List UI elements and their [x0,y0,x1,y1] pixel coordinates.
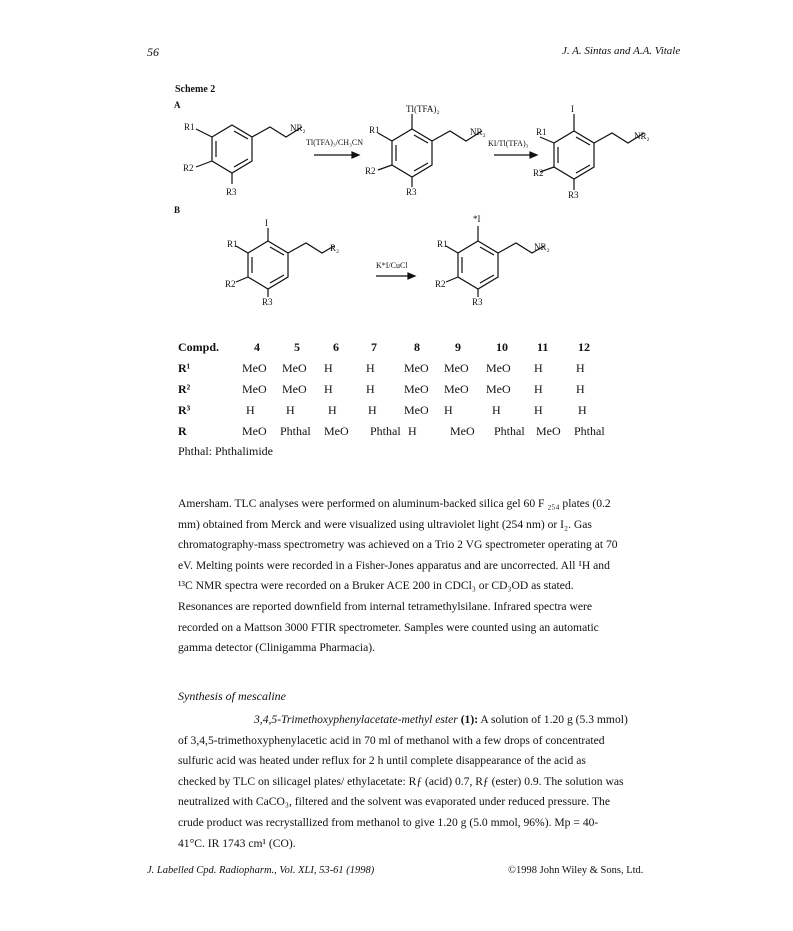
paragraph-line: Resonances are reported downfield from internal tetramethylsilane. Infrared spectra were [178,599,592,613]
compound-number: (1): [457,713,479,726]
table-header-cell: 5 [294,340,300,354]
table-header-cell: 12 [578,340,590,354]
mol-b2-nr2: NR₂ [534,242,550,252]
table-cell: MeO [536,424,561,438]
scheme-title: Scheme 2 [175,84,216,95]
copyright-notice: ©1998 John Wiley & Sons, Ltd. [508,865,644,876]
table-cell: H [444,403,453,417]
table-cell: MeO [444,361,469,375]
table-cell: H [492,403,501,417]
running-head: J. A. Sintas and A.A. Vitale [562,45,681,57]
methods-paragraph [178,494,658,659]
table-cell: H [534,382,543,396]
paragraph-line: checked by TLC on silicagel plates/ ethylacetate: Rƒ (acid) 0.7, Rƒ (ester) 0.9. The solution was [178,774,624,788]
table-row-label: R¹ [178,361,191,375]
molecule-b2 [446,226,544,297]
mol-b2-r2: R2 [435,279,446,289]
table-header-cell: 6 [333,340,339,354]
reagent-tl-tfa: Tl(TFA)₃/CH₃CN [306,138,363,147]
mol-b1-iodine: I [265,218,268,228]
table-cell: H [534,403,543,417]
table-header-cell: 11 [537,340,549,354]
table-cell: H [408,424,417,438]
mol-b2-r1: R1 [437,239,448,249]
table-cell: H [324,382,333,396]
table-cell: H [366,361,375,375]
paragraph-line: neutralized with CaCO₃, filtered and the solvent was evaporated under reduced pressure. The [178,795,610,809]
synthesis-paragraph [178,710,658,854]
table-row-label: R³ [178,403,191,417]
paragraph-line: mm) obtained from Merck and were visualized using ultraviolet light (254 nm) or I₂. Gas [178,517,592,531]
paragraph-line: chromatography-mass spectrometry was achieved on a Trio 2 VG spectrometer operating at 70 [178,538,618,552]
table-cell: H [328,403,337,417]
reaction-scheme [0,0,793,320]
table-cell: Phthal [370,424,401,438]
mol-a3-r3: R3 [568,190,579,200]
paragraph-line: sulfuric acid was heated under reflux for 2 h until complete disappearance of the acid as [178,754,586,768]
section-heading: Synthesis of mescaline [178,689,286,703]
table-cell: MeO [324,424,349,438]
mol-a3-nr2: NR₂ [634,131,650,141]
table-header-cell: 7 [371,340,377,354]
compound-name: 3,4,5-Trimethoxyphenylacetate-methyl ester [254,713,458,726]
table-header-cell: 8 [414,340,420,354]
table-cell: Phthal [574,424,605,438]
table-cell: MeO [404,361,429,375]
table-cell: H [578,403,587,417]
table-cell: Phthal [280,424,311,438]
molecule-a2 [378,114,482,187]
table-cell: MeO [450,424,475,438]
paragraph-line: recorded on a Mattson 3000 FTIR spectrometer. Samples were counted using an automatic [178,620,599,634]
paragraph-line: of 3,4,5-trimethoxyphenylacetic acid in 70 ml of methanol with a few drops of concentrated [178,733,605,747]
mol-b1-r1: R1 [227,239,238,249]
table-header-cell: 4 [254,340,260,354]
paragraph-line: crude product was recrystallized from methanol to give 1.20 g (5.0 mmol, 96%). Mp = 40- [178,815,599,829]
paragraph-line: ¹³C NMR spectra were recorded on a Bruker ACE 200 in CDCl₃ or CD₃OD as stated. [178,579,574,593]
table-row-label: R [178,424,187,438]
mol-a2-tl: Tl(TFA)₂ [406,104,440,114]
mol-a2-nr2: NR₂ [470,127,486,137]
molecule-a1 [196,125,302,184]
journal-citation: J. Labelled Cpd. Radiopharm., Vol. XLI, 53-61 (1998) [147,865,375,876]
table-cell: MeO [242,382,267,396]
reagent-ki-cucl: K*I/CuCl [376,261,408,270]
mol-a2-r2: R2 [365,166,376,176]
table-cell: MeO [242,424,267,438]
table-cell: H [366,382,375,396]
mol-b1-r: R₂ [330,243,340,253]
mol-a1-nr2: NR₂ [290,123,306,133]
scheme-label-b: B [174,205,181,215]
mol-a2-r1: R1 [369,125,380,135]
table-cell: Phthal [494,424,525,438]
mol-a2-r3: R3 [406,187,417,197]
table-cell: H [534,361,543,375]
paragraph-line: Amersham. TLC analyses were performed on aluminum-backed silica gel 60 F ₂₅₄ plates (0.2 [178,497,611,510]
paragraph-line-rest: A solution of 1.20 g (5.3 mmol) [478,713,628,726]
molecule-a3 [540,114,644,190]
page-number: 56 [147,45,159,59]
paragraph-first-line [178,710,658,731]
mol-a1-r2: R2 [183,163,194,173]
table-cell: MeO [444,382,469,396]
mol-a3-r2: R2 [533,168,544,178]
mol-b2-iodine-labeled: *I [473,214,481,224]
mol-a1-r3: R3 [226,187,237,197]
table-header-cell: 10 [496,340,508,354]
mol-b1-r2: R2 [225,279,236,289]
table-cell: MeO [486,361,511,375]
table-cell: H [324,361,333,375]
molecule-b1 [236,228,334,297]
reagent-ki-tl: KI/Tl(TFA)₃ [488,139,529,148]
paragraph-line: gamma detector (Clinigamma Pharmacia). [178,641,376,655]
scheme-label-a: A [174,100,181,110]
paragraph-line: 41°C. IR 1743 cm¹ (CO). [178,836,296,850]
table-cell: H [576,382,585,396]
table-cell: MeO [404,403,429,417]
table-cell: H [286,403,295,417]
table-cell: H [246,403,255,417]
table-cell: MeO [242,361,267,375]
mol-a1-r1: R1 [184,122,195,132]
table-cell: MeO [404,382,429,396]
table-cell: H [368,403,377,417]
table-footnote: Phthal: Phthalimide [178,444,273,458]
table-header-label: Compd. [178,340,220,354]
table-cell: MeO [282,361,307,375]
mol-a3-iodine: I [571,104,574,114]
paragraph-line: eV. Melting points were recorded in a Fisher-Jones apparatus and are uncorrected. All ¹H and [178,558,610,572]
table-cell: MeO [486,382,511,396]
table-cell: MeO [282,382,307,396]
table-row-label: R² [178,382,191,396]
table-cell: H [576,361,585,375]
mol-b2-r3: R3 [472,297,483,307]
mol-b1-r3: R3 [262,297,273,307]
mol-a3-r1: R1 [536,127,547,137]
table-header-cell: 9 [455,340,461,354]
